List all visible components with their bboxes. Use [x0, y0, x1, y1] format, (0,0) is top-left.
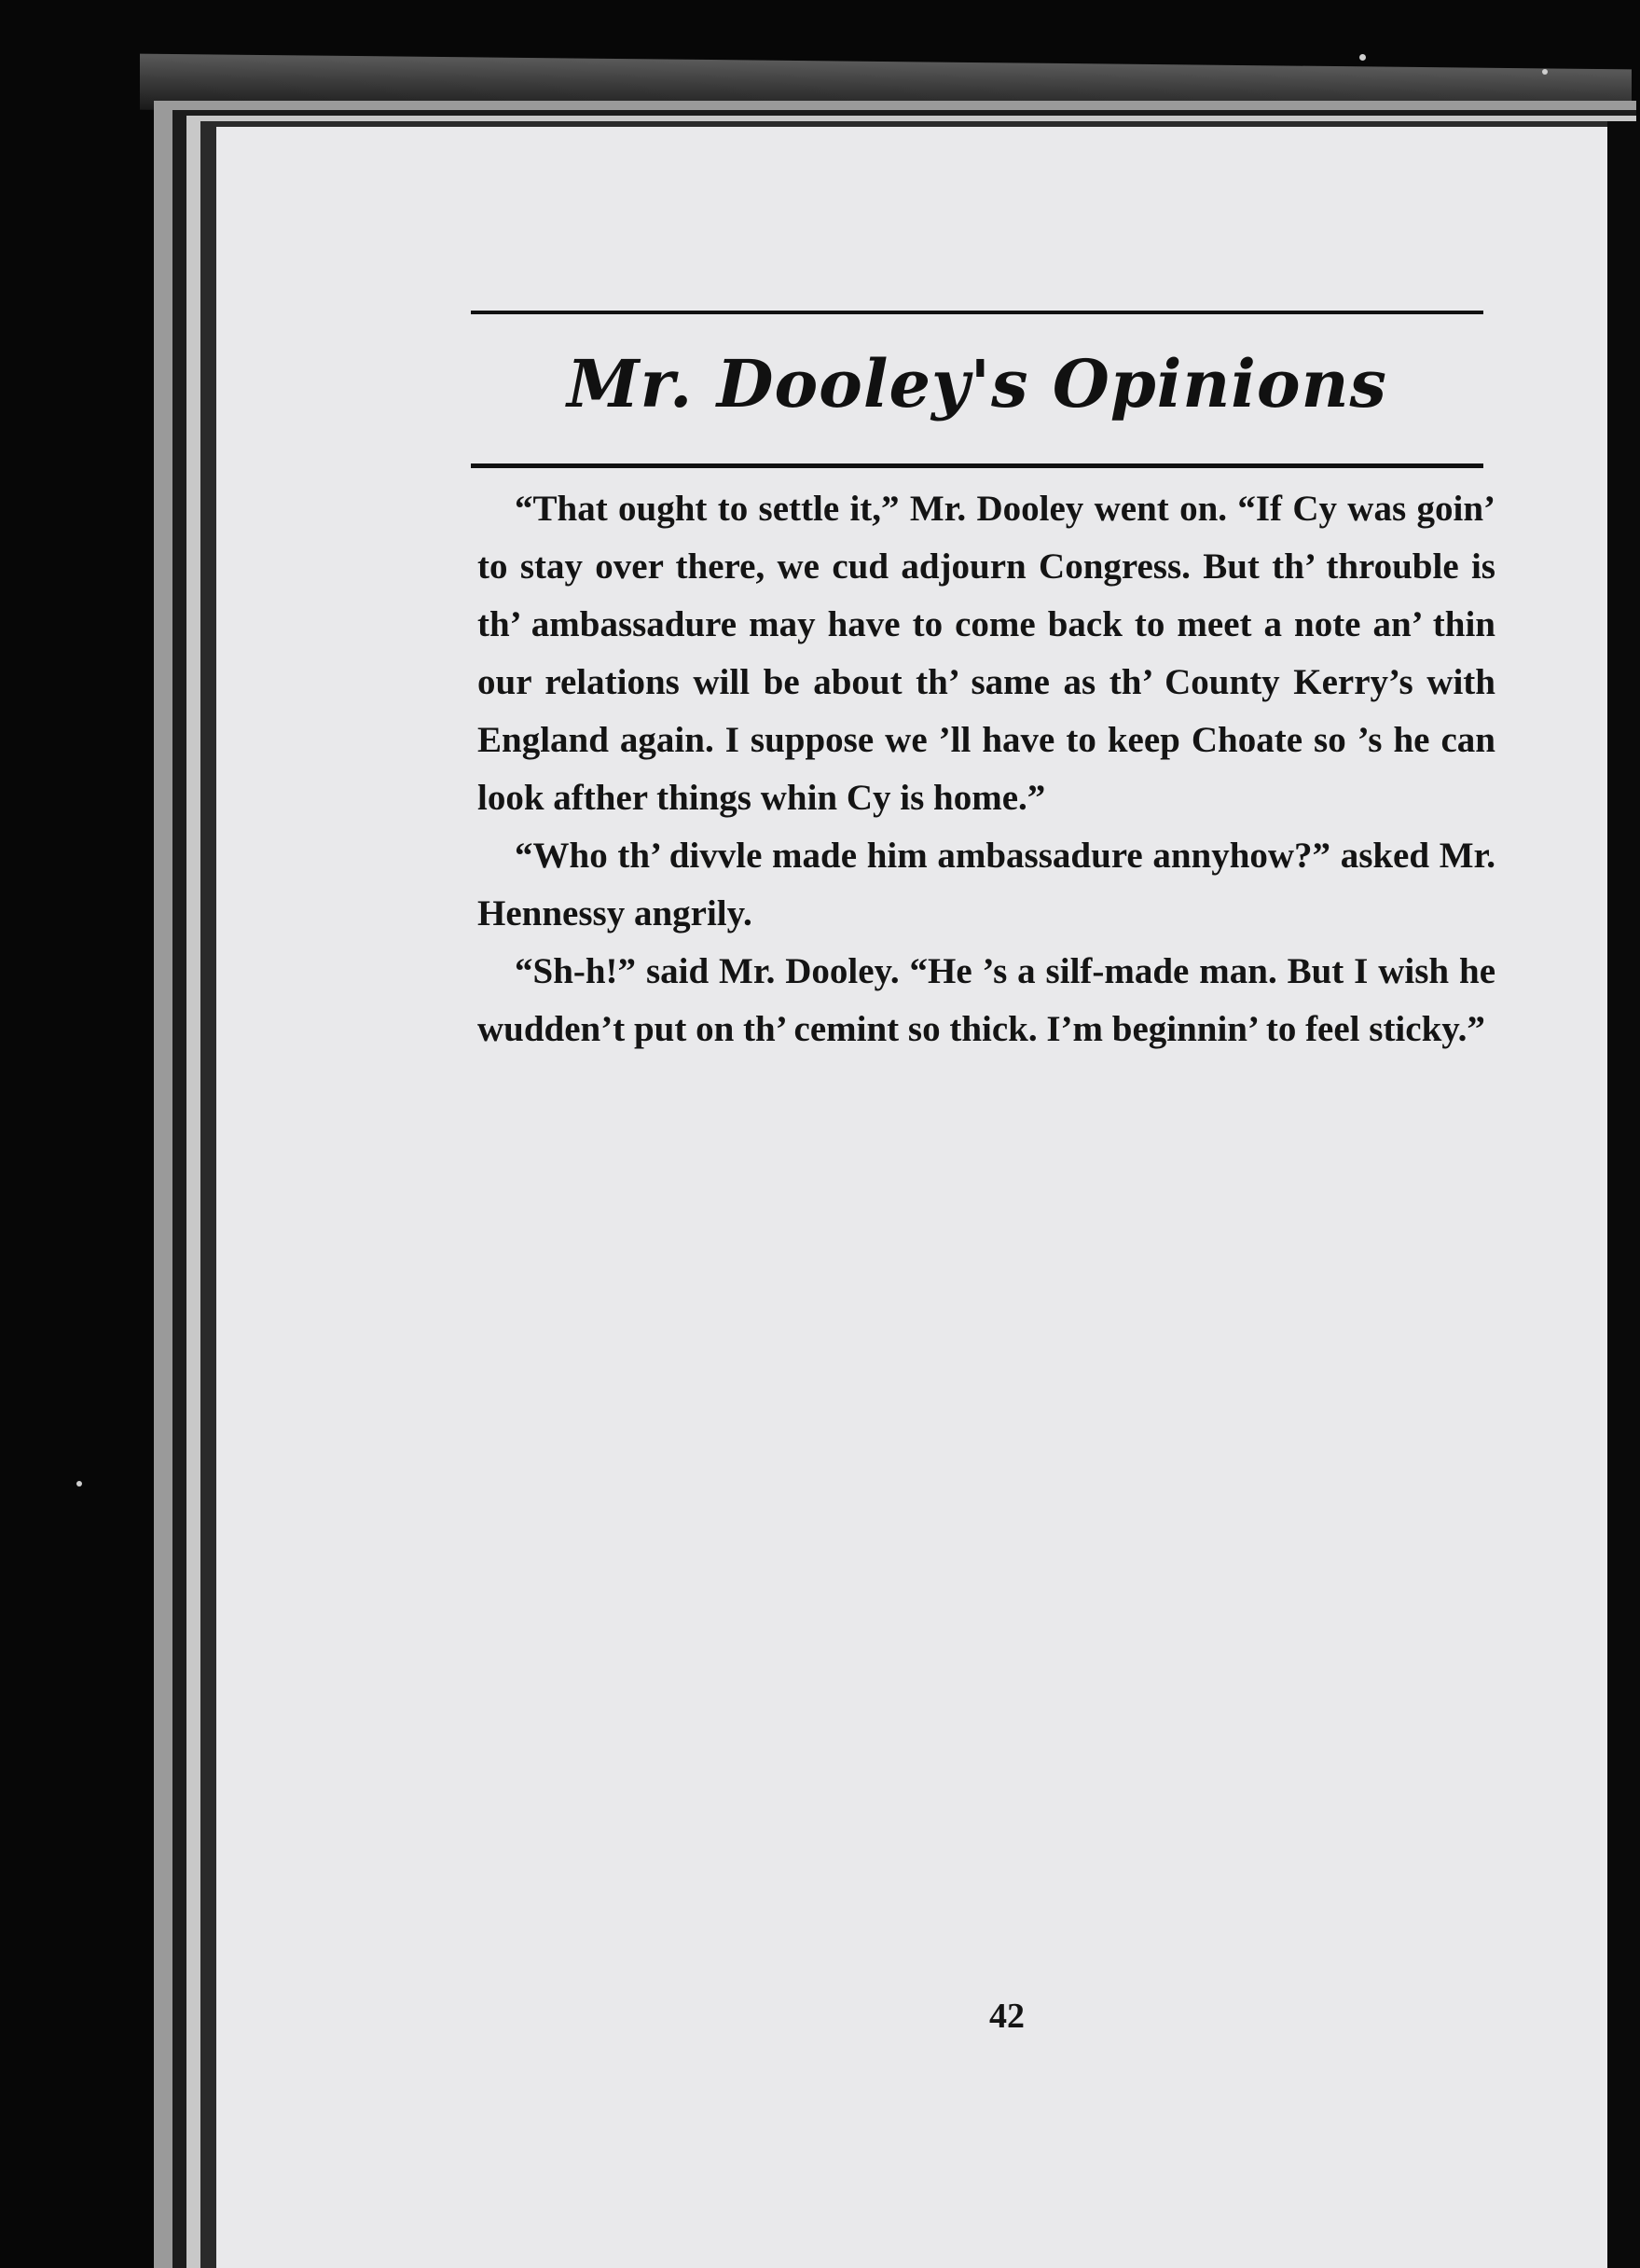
paragraph: “Sh-h!” said Mr. Dooley. “He ’s a silf-made man. But I wish he wudden’t put on th’ cemint so thick. I’m beginnin’ to feel sticky.” — [477, 951, 1495, 1049]
header-rule-top — [471, 311, 1483, 314]
header-rule-bottom — [471, 463, 1483, 468]
paragraph: “Who th’ divvle made him ambassadure annyhow?” asked Mr. Hennessy angrily. — [477, 836, 1495, 933]
scan-speck — [76, 1481, 82, 1487]
paragraph: “That ought to settle it,” Mr. Dooley went on. “If Cy was goin’ to stay over there, we cud adjourn Congress. But th’ throuble is th’ ambassadure may have to come back to meet a note an’ thin our relations will be about th’ same as th’ County Kerry’s with England again. I suppose we ’ll have to keep Choate so ’s he can look afther things whin Cy is home.” — [477, 489, 1495, 818]
body-text — [477, 480, 1495, 1058]
page-number: 42 — [989, 1997, 1025, 2036]
page-sheet — [216, 127, 1607, 2268]
scan-speck — [1359, 54, 1366, 61]
running-head: Mr. Dooley's Opinions — [567, 345, 1387, 422]
page-right-shadow — [1607, 121, 1640, 2268]
scan-speck — [1542, 69, 1548, 75]
